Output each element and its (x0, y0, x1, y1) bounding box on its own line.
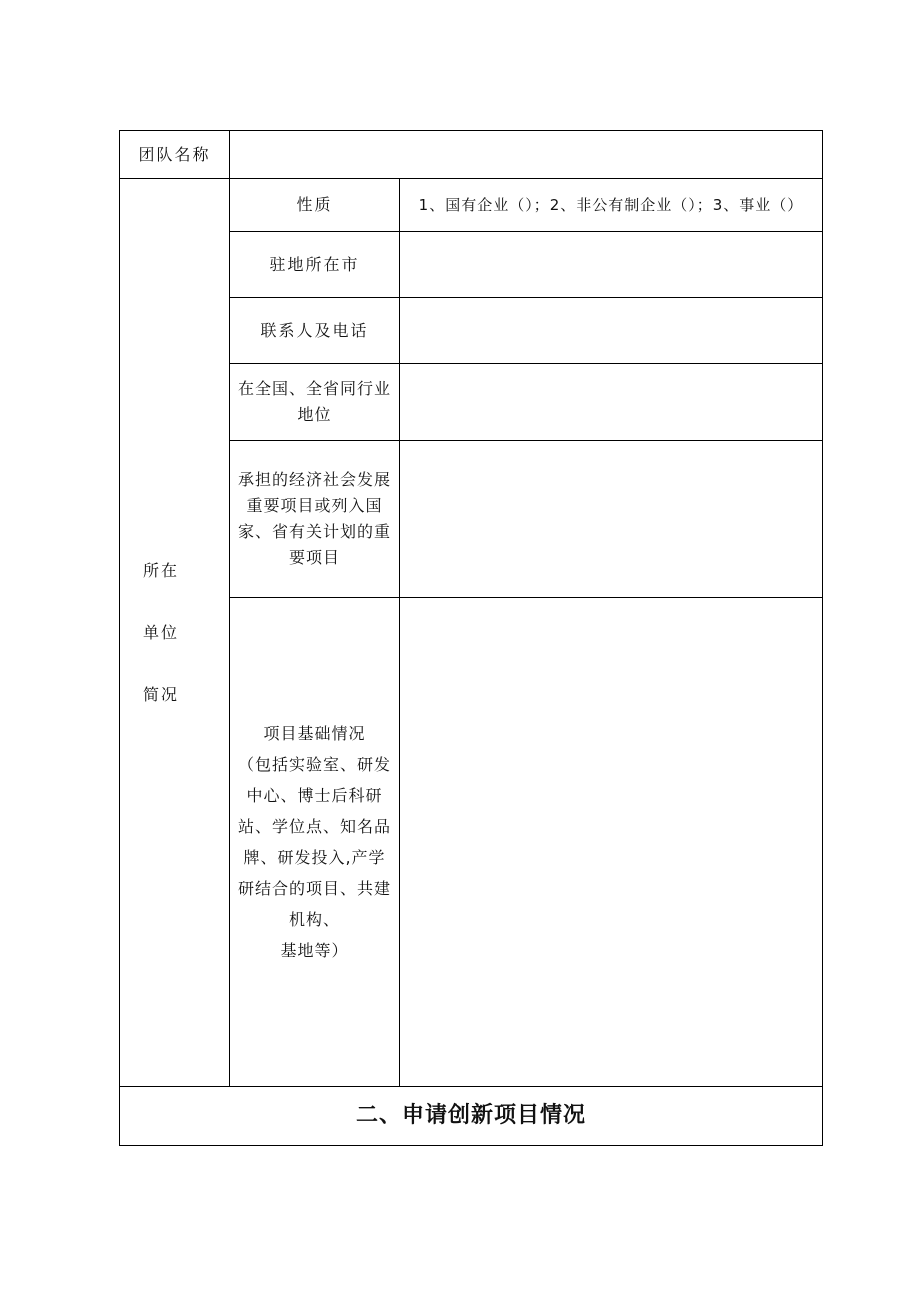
section-title (120, 1087, 822, 1145)
project-basis-label-line: 站、学位点、知名品 (237, 817, 391, 836)
project-basis-label-line: 项目基础情况 (263, 724, 366, 743)
project-basis-label-line: （包括实验室、研发 (237, 755, 391, 774)
team-name-label-cell (120, 131, 229, 178)
industry-status-field[interactable] (400, 364, 822, 440)
industry-status-label-line: 在全国、全省同行业 (237, 379, 391, 398)
nature-label-cell (230, 179, 399, 231)
project-basis-label-cell (230, 598, 399, 1086)
major-projects-label-line: 要项目 (288, 548, 340, 567)
nature-options-text: 1、国有企业（）；2、非公有制企业（）；3、事业（） (418, 196, 804, 214)
section-title-text: 二、申请创新项目情况 (355, 1103, 586, 1128)
contact-label: 联系人及电话 (260, 320, 369, 340)
project-basis-label-line: 研结合的项目、共建 (237, 879, 391, 898)
contact-label-cell (230, 298, 399, 363)
team-name-label: 团队名称 (138, 144, 211, 164)
unit-overview-line: 单位 (142, 622, 179, 642)
project-basis-label-line: 机构、 (288, 910, 340, 929)
project-basis-label-line: 基地等） (280, 941, 349, 960)
project-basis-field[interactable] (400, 598, 822, 1086)
city-label-cell (230, 232, 399, 297)
nature-label: 性质 (296, 195, 333, 214)
team-name-field[interactable] (230, 131, 822, 178)
unit-overview-line: 简况 (142, 684, 179, 704)
contact-field[interactable] (400, 298, 822, 363)
major-projects-label-line: 家、省有关计划的重 (237, 522, 391, 541)
city-field[interactable] (400, 232, 822, 297)
major-projects-label-line: 承担的经济社会发展 (237, 470, 391, 489)
major-projects-label-cell (230, 441, 399, 597)
unit-overview-line: 所在 (142, 560, 179, 580)
project-basis-label-line: 牌、研发投入,产学 (243, 848, 386, 867)
industry-status-label-line: 地位 (297, 405, 332, 424)
project-basis-label-line: 中心、博士后科研 (246, 786, 383, 805)
nature-options-field[interactable] (400, 179, 822, 231)
unit-overview-label (120, 179, 202, 1086)
major-projects-label-line: 重要项目或列入国 (246, 496, 383, 515)
major-projects-field[interactable] (400, 441, 822, 597)
city-label: 驻地所在市 (269, 254, 360, 274)
industry-status-label-cell (230, 364, 399, 440)
